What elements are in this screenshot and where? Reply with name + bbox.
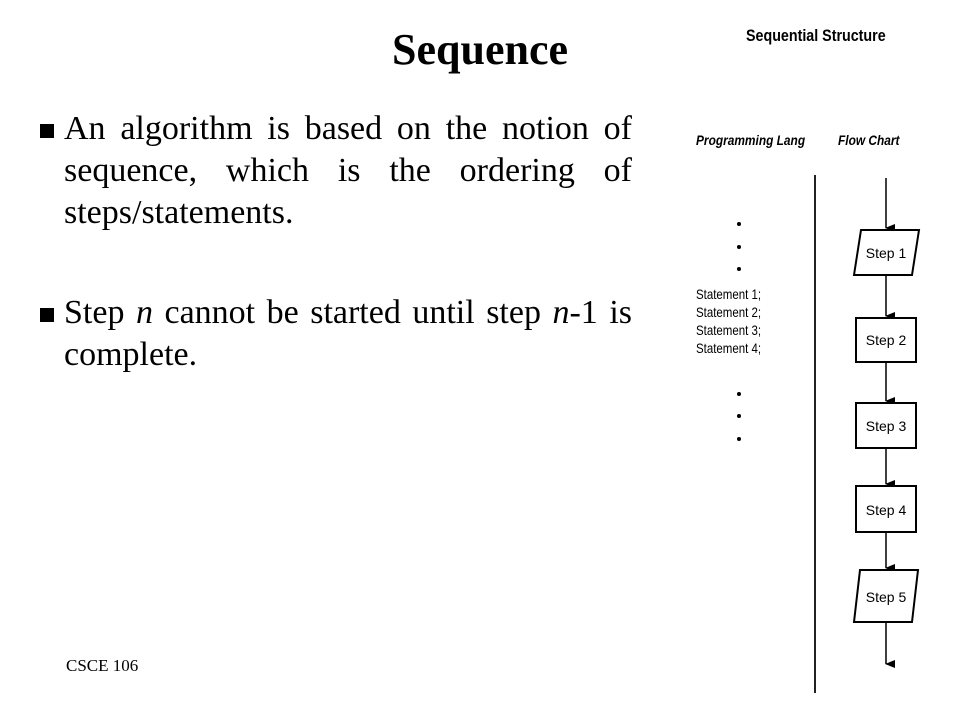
bullet-list: [40, 108, 632, 376]
step-label: Step 2: [865, 332, 907, 348]
bullet-text-segment: Step: [64, 294, 136, 331]
footer-course-code: CSCE 106: [66, 656, 139, 675]
bullet-item-2: [40, 292, 632, 376]
square-bullet-icon: [40, 124, 54, 138]
step-label: Step 3: [865, 418, 907, 434]
slide-title: Sequence: [392, 25, 568, 74]
bullet-variable: n: [135, 294, 153, 331]
bullet-text-segment: -1 is complete.: [64, 294, 632, 373]
step-label: Step 5: [865, 589, 907, 605]
step-label: Step 4: [865, 502, 907, 518]
flowchart-diagram: [660, 0, 960, 720]
statement-line: Statement 4;: [696, 340, 762, 356]
figure-title: Sequential Structure: [746, 26, 886, 45]
square-bullet-icon: [40, 308, 54, 322]
bullet-variable: n: [552, 294, 570, 331]
programming-lang-heading: Programming Lang: [696, 132, 806, 148]
statement-line: Statement 1;: [696, 286, 762, 302]
flow-chart-heading: Flow Chart: [838, 132, 900, 148]
statement-line: Statement 3;: [696, 322, 762, 338]
sequential-structure-figure: [660, 0, 960, 720]
statement-line: Statement 2;: [696, 304, 762, 320]
bullet-item-1: [40, 108, 632, 234]
step-label: Step 1: [865, 245, 907, 261]
bullet-text-segment: cannot be started until step: [152, 294, 553, 331]
bullet-text: An algorithm is based on the notion of sequence, which is the ordering of steps/statements.: [64, 110, 632, 231]
